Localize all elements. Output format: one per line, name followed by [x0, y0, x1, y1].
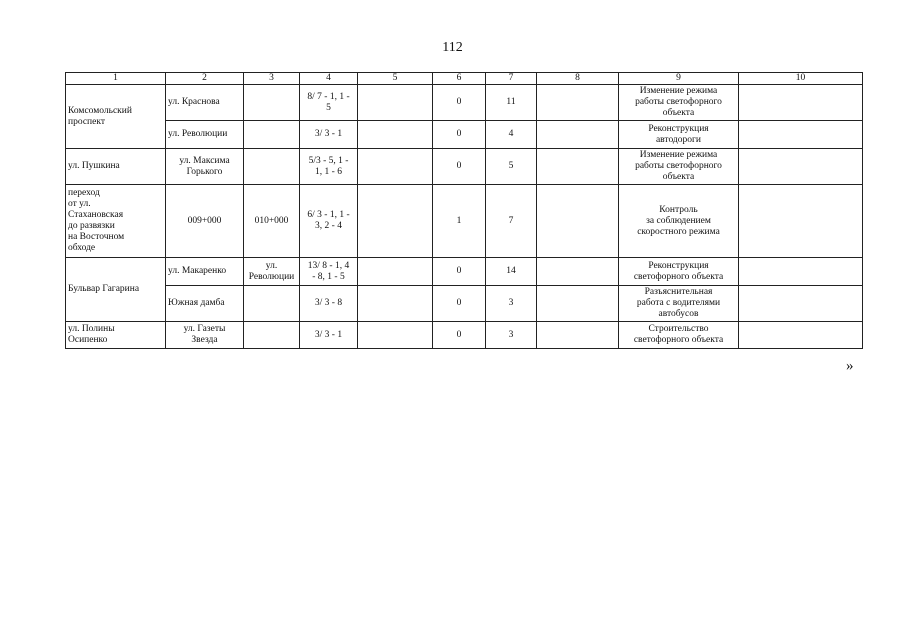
cell-col6: 0	[433, 322, 486, 349]
column-number: 2	[166, 73, 244, 85]
cell-col10	[739, 121, 863, 149]
cell-measure: Строительство светофорного объекта	[619, 322, 739, 349]
data-table	[65, 72, 863, 349]
page-number: 112	[442, 40, 463, 55]
cell-street: Южная дамба	[166, 286, 244, 322]
cell-col3	[244, 286, 300, 322]
cell-col5	[358, 286, 433, 322]
cell-location: Бульвар Гагарина	[66, 258, 166, 322]
cell-col4: 3/ 3 - 1	[300, 121, 358, 149]
cell-col3	[244, 85, 300, 121]
cell-col10	[739, 149, 863, 185]
cell-km-end: 010+000	[244, 185, 300, 258]
cell-col5	[358, 149, 433, 185]
cell-location: ул. Пушкина	[66, 149, 166, 185]
cell-col10	[739, 322, 863, 349]
table-row	[66, 149, 863, 185]
cell-col10	[739, 185, 863, 258]
column-number: 5	[358, 73, 433, 85]
cell-col3	[244, 322, 300, 349]
cell-col8	[537, 286, 619, 322]
column-number: 6	[433, 73, 486, 85]
table-row	[66, 322, 863, 349]
cell-col6: 1	[433, 185, 486, 258]
cell-col4: 5/3 - 5, 1 - 1, 1 - 6	[300, 149, 358, 185]
cell-measure: Реконструкция автодороги	[619, 121, 739, 149]
cell-col6: 0	[433, 149, 486, 185]
cell-measure: Изменение режима работы светофорного объекта	[619, 85, 739, 121]
cell-col8	[537, 185, 619, 258]
table-row	[66, 258, 863, 286]
cell-col6: 0	[433, 286, 486, 322]
table-row	[66, 121, 863, 149]
cell-measure: Изменение режима работы светофорного объекта	[619, 149, 739, 185]
cell-col3	[244, 121, 300, 149]
cell-street: ул. Краснова	[166, 85, 244, 121]
cell-street: ул. Максима Горького	[166, 149, 244, 185]
cell-street: ул. Газеты Звезда	[166, 322, 244, 349]
table-row	[66, 185, 863, 258]
cell-km-start: 009+000	[166, 185, 244, 258]
cell-col7: 7	[486, 185, 537, 258]
cell-col7: 14	[486, 258, 537, 286]
cell-col4: 8/ 7 - 1, 1 - 5	[300, 85, 358, 121]
column-number: 7	[486, 73, 537, 85]
cell-location: Комсомольский проспект	[66, 85, 166, 149]
cell-col7: 5	[486, 149, 537, 185]
cell-measure: Реконструкция светофорного объекта	[619, 258, 739, 286]
cell-col8	[537, 121, 619, 149]
cell-col10	[739, 85, 863, 121]
column-number: 1	[66, 73, 166, 85]
cell-col4: 6/ 3 - 1, 1 - 3, 2 - 4	[300, 185, 358, 258]
cell-col5	[358, 258, 433, 286]
cell-measure: Разъяснительная работа с водителями автобусов	[619, 286, 739, 322]
cell-col8	[537, 149, 619, 185]
cell-col6: 0	[433, 121, 486, 149]
cell-col5	[358, 85, 433, 121]
column-number: 9	[619, 73, 739, 85]
cell-col7: 11	[486, 85, 537, 121]
cell-street: ул. Революции	[166, 121, 244, 149]
column-number: 4	[300, 73, 358, 85]
cell-col8	[537, 85, 619, 121]
cell-measure: Контроль за соблюдением скоростного режима	[619, 185, 739, 258]
cell-col5	[358, 322, 433, 349]
cell-col7: 3	[486, 286, 537, 322]
cell-col4: 3/ 3 - 8	[300, 286, 358, 322]
cell-col3	[244, 149, 300, 185]
table-row	[66, 85, 863, 121]
cell-location: переход от ул. Стахановская до развязки на Восточном обходе	[66, 185, 166, 258]
cell-col4: 3/ 3 - 1	[300, 322, 358, 349]
cell-col5	[358, 121, 433, 149]
cell-col5	[358, 185, 433, 258]
cell-street: ул. Макаренко	[166, 258, 244, 286]
column-number: 3	[244, 73, 300, 85]
table-row	[66, 286, 863, 322]
cell-col7: 4	[486, 121, 537, 149]
column-number: 10	[739, 73, 863, 85]
cell-col6: 0	[433, 258, 486, 286]
column-number: 8	[537, 73, 619, 85]
cell-col7: 3	[486, 322, 537, 349]
cell-col8	[537, 258, 619, 286]
cell-col4: 13/ 8 - 1, 4 - 8, 1 - 5	[300, 258, 358, 286]
cell-col6: 0	[433, 85, 486, 121]
cell-col10	[739, 286, 863, 322]
cell-col3: ул. Революции	[244, 258, 300, 286]
column-number-row	[66, 73, 863, 85]
cell-col10	[739, 258, 863, 286]
cell-location: ул. Полины Осипенко	[66, 322, 166, 349]
cell-col8	[537, 322, 619, 349]
closing-quote: »	[846, 358, 854, 374]
